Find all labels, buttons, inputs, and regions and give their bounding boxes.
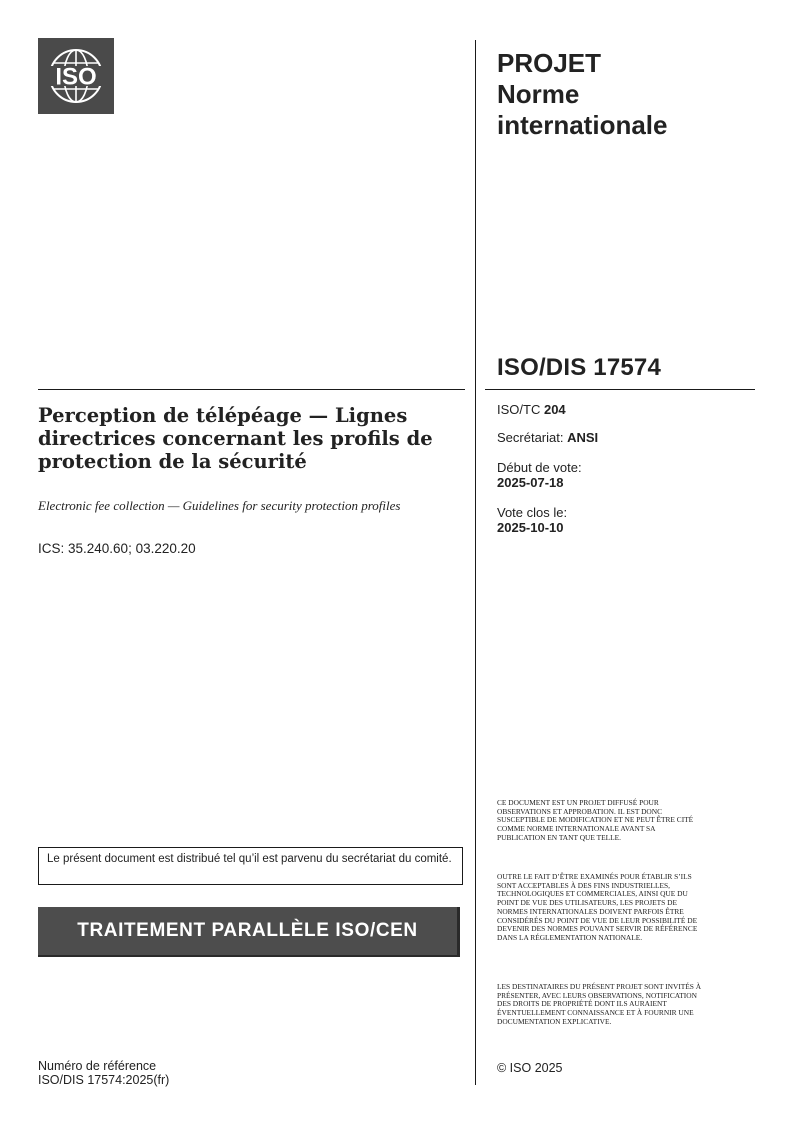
secretariat-value: ANSI	[567, 430, 599, 445]
committee-label: ISO/TC	[497, 402, 541, 417]
iso-logo	[38, 38, 114, 114]
legal-note-1: CE DOCUMENT EST UN PROJET DIFFUSÉ POUR OBSERVATIONS ET APPROBATION. IL EST DONC SUSCEPTIBLE DE MODIFICATION ET NE PEUT ÊTRE CITÉ COMME NORME INTERNATIONALE AVANT SA PUBLICATION EN TANT QUE TELLE.	[497, 798, 694, 842]
document-type-heading	[497, 48, 767, 141]
legal-note-2: OUTRE LE FAIT D’ÊTRE EXAMINÉS POUR ÉTABLIR S’ILS SONT ACCEPTABLES À DES FINS INDUSTRIELLES, TECHNOLOGIQUES ET COMMERCIALES, AINSI QUE DU POINT DE VUE DES UTILISATEURS, LES PROJETS DE NORMES INTERNATIONALES DOIVENT PARFOIS ÊTRE CONSIDÉRÉS DU POINT DE VUE DE LEUR POSSIBILITÉ DE DEVENIR DES NORMES POUVANT SERVIR DE RÉFÉRENCE DANS LA RÉGLEMENTATION NATIONALE.	[497, 872, 698, 942]
secretariat-line	[497, 430, 747, 445]
document-title: Perception de télépéage — Lignes directrices concernant les profils de protection de la sécurité	[38, 404, 433, 473]
secretariat-label: Secrétariat:	[497, 430, 564, 445]
committee-value: 204	[543, 402, 566, 417]
divider-left	[38, 389, 465, 390]
ics-codes: ICS: 35.240.60; 03.220.20	[38, 541, 196, 556]
parallel-processing-banner: TRAITEMENT PARALLÈLE ISO/CEN	[38, 907, 460, 957]
reference-number	[38, 1059, 169, 1087]
copyright-notice: © ISO 2025	[497, 1061, 563, 1075]
divider-right	[485, 389, 755, 390]
heading-line-2: Norme	[497, 79, 580, 109]
document-subtitle-english: Electronic fee collection — Guidelines for security protection profiles	[38, 498, 401, 513]
reference-label: Numéro de référence	[38, 1059, 157, 1073]
iso-globe-icon	[38, 38, 114, 114]
vote-start-block	[497, 460, 747, 490]
committee-line	[497, 402, 747, 417]
vote-end-block	[497, 505, 747, 535]
column-divider	[475, 40, 476, 1085]
reference-value: ISO/DIS 17574:2025(fr)	[38, 1073, 170, 1087]
vote-start-date: 2025-07-18	[497, 475, 564, 490]
distribution-notice: Le présent document est distribué tel qu’il est parvenu du secrétariat du comité.	[38, 847, 463, 885]
document-number: ISO/DIS 17574	[497, 354, 662, 381]
heading-line-1: PROJET	[497, 48, 602, 78]
vote-end-date: 2025-10-10	[497, 520, 564, 535]
heading-line-3: internationale	[497, 110, 668, 140]
iso-logo-text: ISO	[55, 63, 97, 91]
vote-start-label: Début de vote:	[497, 460, 582, 475]
vote-end-label: Vote clos le:	[497, 505, 568, 520]
legal-note-3: LES DESTINATAIRES DU PRÉSENT PROJET SONT INVITÉS À PRÉSENTER, AVEC LEURS OBSERVATIONS, NOTIFICATION DES DROITS DE PROPRIÉTÉ DONT ILS AURAIENT ÉVENTUELLEMENT CONNAISSANCE ET À FOURNIR UNE DOCUMENTATION EXPLICATIVE.	[497, 982, 702, 1026]
